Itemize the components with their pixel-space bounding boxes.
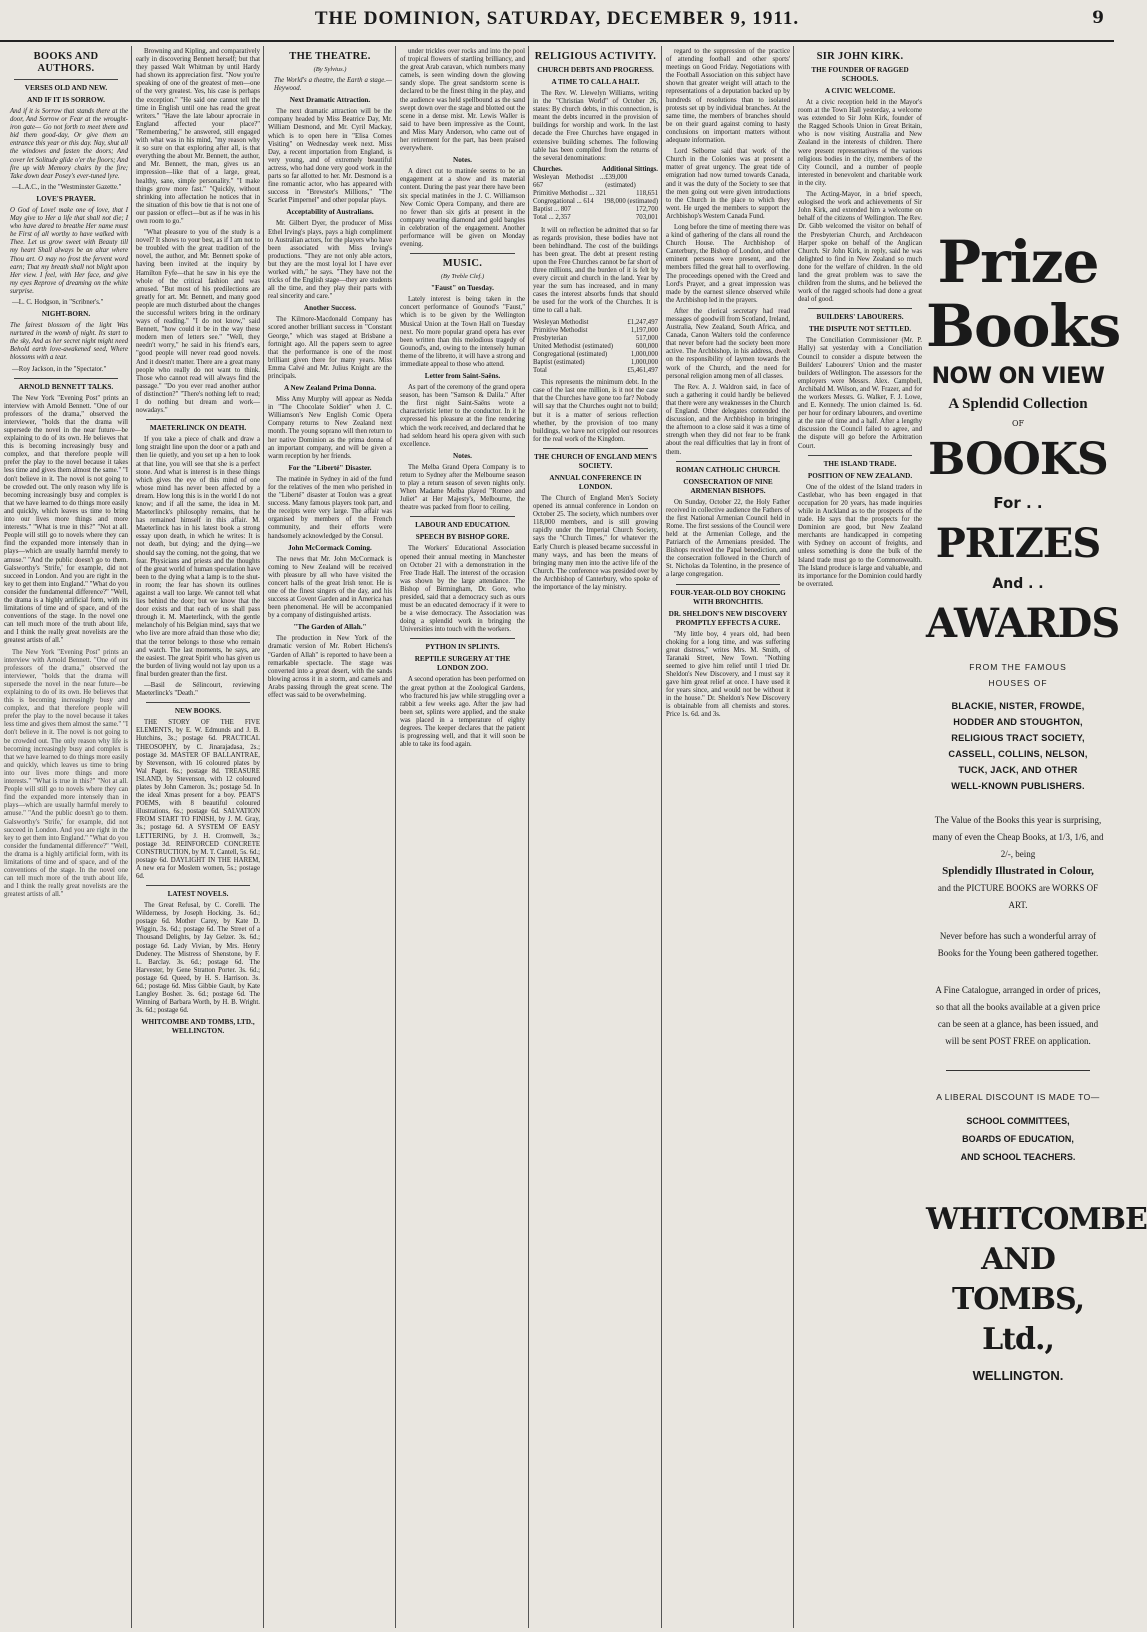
- publisher-line: HODDER AND STOUGHTON,: [953, 717, 1083, 727]
- subheading: THE DISPUTE NOT SETTLED.: [808, 325, 912, 334]
- masthead: [0, 0, 1114, 42]
- table-cell: 1,197,000: [630, 326, 658, 334]
- ad-text: FROM THE FAMOUS: [969, 662, 1067, 672]
- subheading: For the "Liberté" Disaster.: [288, 463, 372, 472]
- subheading: Notes.: [453, 451, 472, 460]
- subheading: A CIVIC WELCOME.: [824, 87, 896, 95]
- subheading: Acceptability of Australians.: [286, 208, 374, 217]
- table-cell: Primitive Methodist: [533, 326, 588, 334]
- table-row: [533, 198, 658, 206]
- table-cell: Presbyterian: [533, 334, 567, 342]
- column-books-continued: [136, 48, 260, 1626]
- article-heading: LABOUR AND EDUCATION.: [415, 521, 510, 530]
- article-text: The Church of England Men's Society opened its annual conference in London on October 25. The society, which numbers over 118,000 members, and is still growing rapidly under the Imperial Church Society, says the "Church Times," for whatever the Early Church is pleased became successful in many ways, and has been the means of bringing many men into the active life of the Church. The conference was presided over by the Archbishop of Canterbury, who spoke of the importance of the lay ministry.: [533, 494, 658, 591]
- ad-text: OF: [1011, 419, 1025, 428]
- page-number: 9: [1092, 8, 1104, 28]
- table-cell: 517,000: [635, 334, 658, 342]
- table-cell: Baptist ... 807: [533, 206, 571, 214]
- subheading: "The Garden of Allah.": [293, 623, 367, 632]
- article-text: regard to the suppression of the practice of attending football and other sports' meetings on Good Friday. Negotiations with the Football Association on this subject have shown that greater weight will attach to the representations of a deputation backed up by hundreds of resolutions than to isolated protests set up by individual branches. At the same time, the members of branches should be on their guard against coming to hasty conclusions on important matters without adequate information.: [666, 48, 790, 145]
- subheading: VERSES OLD AND NEW.: [24, 84, 108, 92]
- table-cell: £1,247,497: [627, 318, 658, 326]
- table-cell: £39,000 (estimated): [605, 173, 636, 190]
- article-heading: PYTHON IN SPLINTS.: [425, 643, 500, 652]
- poem-title: LOVE'S PRAYER.: [36, 194, 96, 203]
- epigraph: The World's a theatre, the Earth a stage.—Heywood.: [274, 77, 392, 93]
- table-cell: Congregational (estimated): [533, 350, 608, 358]
- ad-text: Never before has such a wonderful array of Books for the Young been gathered together.: [937, 931, 1099, 958]
- table-cell: Total: [533, 367, 547, 375]
- publisher-list: [926, 698, 1110, 794]
- article-text: The New York "Evening Post" prints an interview with Arnold Bennett. "One of our professors of the drama," observed the interviewer, "holds that the drama will supersede the novel in the near future—be explaining to do of its own. He believes that this is becoming increasingly busy and complex, and that therefore people will prefer the play to the novel because it takes less time and gives them almost the same." "I don't believe in it. The novel is not going to be crowded out. The only reason why life is becoming increasingly busy and complex is that we have learned to do things more easily and quickly, which leaves us time to bring into our lives more things and more interests." "What is true in this?" "Not at all. People will still go to novels where they can find the expanded more intensely than in plays—which are usually harmful merely to amuse." "And the public doesn't go to them. Galsworthy's 'Strife,' for example, did not succeed in London. And you are right in the key to get them into England." "What do you consider the fundamental difference?" "Well, the drama is a highly artificial form, with its limitations of time and of space, and of the conventions of the stage. In the novel one can tell much more of the truth about life, and I think the really great novelists are the greatest artists of all.": [4, 648, 128, 899]
- table-row: [533, 351, 658, 359]
- book-list: The Great Refusal, by C. Corelli. The Wilderness, by Joseph Hocking. 3s. 6d.; postage 6d. Mother Carey, by Kate D. Wiggin, 3s. 6d.; postage 6d. The Street of a Thousand Delights, by Jay Gelzer. 3s. 6d.; postage 6d. Lady Vivian, by Mrs. Henry Dudeney. The Mistress of Shenstone, by F. L. Barclay. 3s. 6d.; postage 6d. The Harvester, by Gene Stratton Porter. 3s. 6d.; postage 6d. Queed, by H. S. Harrison. 3s. 6d.; postage 6d. Miss Gibbie Gault, by Kate Langley Bosher. 3s. 6d.; postage 6d. The Winning of Barbara Worth, by H. B. Wright. 3s. 6d.; postage 6d.: [136, 902, 260, 1015]
- column-music: [400, 48, 525, 1626]
- ad-schools: [926, 1112, 1110, 1166]
- article-text: The Rev. A. J. Waldron said, in face of such a gathering it could hardly be believed that there were any weaknesses in the Church of England. Other delegates contended the discussion, and the Archbishop in bringing the afternoon to a close said it was a time of strength when they did not fear to be frank about the real difficulties that lay in front of them.: [666, 383, 790, 456]
- table-cell: 703,001: [635, 214, 658, 222]
- subheading: DR. SHELDON'S NEW DISCOVERY PROMPTLY EFFECTS A CURE.: [668, 609, 788, 627]
- poem-credit: —L. C. Hodgson, in "Scribner's.": [12, 298, 104, 306]
- column-sir-john-kirk: [798, 48, 922, 1626]
- subheading: CHURCH DEBTS AND PROGRESS.: [537, 66, 654, 74]
- subheading: ANNUAL CONFERENCE IN LONDON.: [549, 473, 642, 491]
- column-religious-continued: [666, 48, 790, 1626]
- table-cell: 172,700: [635, 206, 658, 214]
- subheading: Another Success.: [303, 304, 357, 313]
- article-text: If you take a piece of chalk and draw a long straight line upon the door or a path and then lie quietly, and you set up a hen to look at that line, you will see that she is a perfect stone. And what is interest is in these things which gives the eye of this mind of one whose mind has never been affected by a dream. How long this is in the world I do not know; and if all the same, the idea in M. Maeterlinck's philosophy remains, that he has remained himself in this affair. M. Maeterlinck has in his latest book a strong essay upon death, in which he writes: It is not death, but dying; and the dying—we should say the coming, not the going, that we fear. Physicians and priests and the thoughts of the great world of human speculation have been to the dying what a lamp is to the shut-in room; the fear has shown its outlines against a wall too large. We cannot tell what lies behind the door; but we know that the door exists and that each of us shall pass through it. M. Maeterlinck, with the gentle melancholy of his Belgian mind, says that we who live are more afraid than those who die; that the terror belongs to those who remain and watch. The last moments, he says, are the easiest. The great Spirit who has given us the burden of living would not lay upon us a final burden greater than the first.: [136, 436, 260, 678]
- ad-text: and the PICTURE BOOKS are WORKS OF ART.: [937, 883, 1099, 910]
- table-header: Churches.: [533, 165, 563, 173]
- publisher-line: CASSELL, COLLINS, NELSON,: [948, 749, 1088, 759]
- newspaper-title: THE DOMINION, SATURDAY, DECEMBER 9, 1911.: [314, 8, 800, 29]
- article-text: Lord Selborne said that work of the Church in the Colonies was at present a matter of great urgency. The great tide of emigration had now turned towards Canada, and it was the duty of the Society to see that the men going out were given introductions to the Church in the place to which they went. He urged the members to support the Archbishop's Western Canada Fund.: [666, 148, 790, 220]
- ad-text: And . .: [992, 576, 1044, 592]
- article-text: This represents the minimum debt. In the case of the last one million, is it not the case that the Churches have gone too far? Nobody will say that the Churches ought not to build; but it is a matter of serious reflection whether, by the provision of too many buildings, we have not crippled our resources for the real work of the Kingdom.: [533, 379, 658, 443]
- subheading: Next Dramatic Attraction.: [289, 96, 371, 105]
- article-text: On Sunday, October 22, the Holy Father received in collective audience the Fathers of the first National Armenian Council held in Rome. The first sessions of the Council were held at the Armenian College, and the Patriarch of the Armenians presided. The Bishops received the Papal benediction, and the consecration followed in the Church of St. Nicholas da Tolentino, in the presence of a large congregation.: [666, 498, 790, 579]
- table-row: [533, 319, 658, 327]
- article-text: The Melba Grand Opera Company is to return to Sydney after the Melbourne season to play a return season of seven nights only. When Madame Melba played "Romeo and Juliet" at Her Majesty's, Melbourne, the theatre was packed from floor to ceiling.: [400, 463, 525, 512]
- article-credit: —Basil de Sélincourt, reviewing Maeterlinck's "Death.": [136, 682, 260, 698]
- article-heading: FOUR-YEAR-OLD BOY CHOKING WITH BRONCHITIS.: [670, 588, 786, 606]
- table-cell: United Methodist (estimated): [533, 342, 614, 350]
- table-cell: 1,000,000: [630, 350, 658, 358]
- table-row: [533, 343, 658, 351]
- subheading: SPEECH BY BISHOP GORE.: [415, 533, 510, 542]
- table-row: [533, 367, 658, 375]
- table-cell: 198,000 (estimated): [603, 198, 658, 206]
- table-row: [533, 206, 658, 214]
- subheading: CONSECRATION OF NINE ARMENIAN BISHOPS.: [683, 477, 773, 495]
- ad-headline: BOOKS: [928, 434, 1108, 485]
- article-text: Lately interest is being taken in the concert performance of Gounod's "Faust," which is to be given by the Wellington Musical Union at the Town Hall on Tuesday next. No more popular grand opera has ever been written than this melodious tragedy of Gounod's, and, owing to the intensely human theme of the libretto, it will have a strong and immediate appeal to those who attend.: [400, 296, 525, 368]
- subheading: A TIME TO CALL A HALT.: [551, 78, 640, 86]
- publisher-line: TUCK, JACK, AND OTHER: [958, 765, 1078, 775]
- subheading: "Faust" on Tuesday.: [431, 284, 494, 293]
- ad-text: A Splendid Collection: [948, 396, 1088, 412]
- subheading: THE FOUNDER OF RAGGED SCHOOLS.: [811, 66, 909, 83]
- article-heading: ARNOLD BENNETT TALKS.: [18, 382, 114, 391]
- ad-school-line: BOARDS OF EDUCATION,: [962, 1134, 1074, 1144]
- column-rule: [263, 46, 264, 1628]
- subheading: REPTILE SURGERY AT THE LONDON ZOO.: [414, 655, 511, 673]
- ad-text: The Value of the Books this year is surprising, many of even the Cheap Books, at 1/3, 1/6, and 2/-, being: [932, 815, 1104, 859]
- article-heading: BUILDERS' LABOURERS.: [816, 313, 904, 322]
- ad-school-line: AND SCHOOL TEACHERS.: [960, 1152, 1076, 1162]
- table-row: [533, 327, 658, 335]
- article-text: Miss Amy Murphy will appear as Nedda in "The Chocolate Soldier" when J. C. Williamson's New English Comic Opera Company returns to New Zealand next month. The young soprano will then return to her native Dominion as the prima donna of an important company, and will be given a warm reception by her friends.: [268, 396, 392, 460]
- poem-text: O God of Love! make one of love, that I May give to Her a life that shall not die; I who have dared to breathe Her name must be First of all worthy to have walked with Thee. Let us grow sweet with Beauty till my heart Shall always be an altar where Thou art. O may no frost the fervent word earn; That my breath shall not blight upon Her view. I feel, with Her face, and give my eyes Reprove of dreaming on the white surprise.: [10, 206, 128, 295]
- article-text: After the clerical secretary had read messages of goodwill from Scotland, Ireland, Australia, New Zealand, South Africa, and Canada, Canon Walters told the conference that never before had the society been more active. The Archbishop, in his address, dwelt on the responsibility of laymen towards the work of the Church, and the need for personal religion among men of all classes.: [666, 307, 790, 380]
- subheading: A New Zealand Prima Donna.: [283, 384, 377, 393]
- article-heading: NEW BOOKS.: [174, 707, 222, 716]
- publisher-line: WELL-KNOWN PUBLISHERS.: [951, 781, 1085, 791]
- poem-text: And if it is Sorrow that stands there at the door, And Sorrow or Fear at the wrought-iron gate— Go not forth to meet them and bid them good-day, Or give them an entrance this year or this day. Nay, shut all the windows and fasten the doors; And cover let Solitude glide o'er the floors; And fire up with Memory chairs by the fire; Take down dear Posey's ever-tuned lyre.: [10, 108, 128, 180]
- sittings-table: [533, 166, 658, 223]
- poem-text: The fairest blossom of the light Was nurtured in the womb of night. Its start to the sky, And as her secret night might need Behold earth love-awakened seed, Where blossoms with a tear.: [10, 322, 128, 362]
- ad-subheadline: NOW ON VIEW: [931, 364, 1105, 389]
- section-heading: MUSIC.: [442, 258, 483, 270]
- firm-footer: WHITCOMBE AND TOMBS, LTD., WELLINGTON.: [141, 1018, 255, 1036]
- article-heading: ROMAN CATHOLIC CHURCH.: [676, 465, 780, 474]
- article-text: The Kilmore-Macdonald Company has scored another brilliant success in "Constant George," which was staged at Brisbane a fortnight ago. All the papers seem to agree that the performance is one of the most brilliant given there for many years. Miss Emma Calvé and Mr. Julius Knight are the principals.: [268, 316, 392, 380]
- byline: (By Treble Clef.): [440, 273, 485, 281]
- subheading: Notes.: [453, 156, 472, 165]
- ad-headline: Books: [926, 292, 1121, 360]
- ad-text: HOUSES OF: [988, 678, 1048, 688]
- article-text: The Conciliation Commissioner (Mr. P. Hally) sat yesterday with a Conciliation Council to consider a dispute between the Builders' Labourers' Union and the master builders of Wellington. The assessors for the employers were Messrs. Alex. Campbell, Archibald M. Wilson, and W. Frazer, and for the workers Messrs. G. Walker, F. J. Lowe, and E. Kennedy. The union claimed 1s. 6d. per hour for ordinary labourers, and overtime at the rate of time and a half. After a lengthy discussion the Council failed to agree, and the dispute will go before the Arbitration Court.: [798, 337, 922, 450]
- article-text: The Workers' Educational Association opened their annual meeting in Manchester on October 21 with a demonstration in the Free Trade Hall. The interest of the occasion was shown by the large attendance. The Bishop of Birmingham, Dr. Gore, who presided, said that a democracy such as ours must be an educated democracy if it were to be a wise democracy. The Association was doing a splendid work in bringing the Universities into touch with the workers.: [400, 545, 525, 634]
- column-rule: [131, 46, 132, 1628]
- column-rule: [793, 46, 794, 1628]
- table-cell: Total ... 2,357: [533, 214, 571, 222]
- table-row: [533, 190, 658, 198]
- column-theatre: [268, 48, 392, 1626]
- ad-headline: PRIZES: [935, 520, 1101, 567]
- ad-text: For . .: [993, 494, 1043, 512]
- poem-title: AND IF IT IS SORROW.: [27, 96, 105, 104]
- article-text: One of the oldest of the Island traders in Castlebar, who has been engaged in that occupation for 20 years, has made inquiries while in Auckland as to the prospects of the trade. He says that the prospects for the Dominion are good, but New Zealand merchants are handicapped in competing with Sydney on account of freights, and unless something is done the bulk of the Island trade must go to the Commonwealth. The Island produce is large and valuable, and its importance for the Dominion could hardly be overrated.: [798, 483, 922, 588]
- article-text: The matinée in Sydney in aid of the fund for the relatives of the men who perished in the "Liberté" disaster at Toulon was a great success. Many famous players took part, and the receipts were very large. The affair was organised by members of the French community, and their efforts were handsomely acknowledged by the Consul.: [268, 475, 392, 540]
- column-rule: [528, 46, 529, 1628]
- article-heading: THE ISLAND TRADE.: [823, 459, 897, 468]
- article-text: The Rev. W. Llewelyn Williams, writing in the "Christian World" of October 26, states: By church debts, in this connection, is meant the debts incurred in the provision of buildings for worship and work. In the last decade the Free Churches have engaged in extensive building schemes. The following table has been compiled from the returns of the several denominations:: [533, 90, 658, 162]
- article-text: As part of the ceremony of the grand opera season, has been "Samson & Dalila." After the first night Saint-Saëns wrote a characteristic letter to the conductor. In it he expressed his pleasure at the fine rendering which the work received, and declared that he had seldom heard his opera given with such excellence.: [400, 384, 526, 448]
- table-cell: 1,000,000: [630, 359, 658, 366]
- article-text: The production in New York of the dramatic version of Mr. Robert Hichens's "Garden of Allah" is reported to have been a remarkable spectacle. The stage was converted into a great desert, with the sands blowing across it in a storm, and camels and Arabs passing through the great scene. The effect was said to be overwhelming.: [268, 635, 392, 699]
- section-heading: SIR JOHN KIRK.: [816, 51, 904, 62]
- table-row: [533, 214, 658, 222]
- ad-catalogue-text: A Fine Catalogue, arranged in order of prices, so that all the books available at a given price can be seen at a glance, has been issued, and will be sent POST FREE on application.: [935, 985, 1101, 1046]
- ad-firm-name: WHITCOMBE AND: [926, 1202, 1147, 1277]
- article-text: "My little boy, 4 years old, had been choking for a long time, and was suffering great distress," writes Mrs. M. Smith, of Taranaki Street, New Town. "Nothing seemed to give him relief until I tried Dr. Sheldon's New Discovery, and I must say it gave him great relief at once. I have used it for years since, and would not be without it in the house." Dr. Sheldon's New Discovery is obtainable from all chemists and stores. Price 1s. 6d. and 3s.: [666, 630, 790, 719]
- table-cell: Wesleyan Methodist: [533, 318, 589, 326]
- article-text: "What pleasure to you of the study is a novel? It shows to your best, as if I am not to be troubled with the great tradition of the novel, the author, and Mr. Bennett spoke of having been invited at the inquiry by Hamilton Fyfe—that he saw in his eye the whole of the critical fashion and was amused. "But most of his predilections are greatly for art. Mr. Bennett, and many good people are much disturbed about the changes the successful writers bring in the ordinary ways of reading." "I do not know," said Bennett, "how could it be in the way these modern men of letters see." "Well, they needn't worry," he said in his friend's ears, "good people will never read good novels. And it doesn't matter. There are a great many people who really do not want to think. Those who cannot read will always find the passage." "Do you ever read another author of distinction?" "There's nothing left to read; I do nothing but dream and work—nowadays.": [136, 229, 260, 415]
- table-cell: Primitive Methodist ... 321: [533, 190, 607, 198]
- ad-city: WELLINGTON.: [972, 1368, 1064, 1383]
- prize-books-advertisement: [926, 222, 1147, 1627]
- column-rule: [661, 46, 662, 1628]
- article-text: Long before the time of meeting there was a kind of gathering of the clans all round the Church House. The Archbishop of Canterbury, the Bishop of London, and other eminent persons were present, and the members filled the great hall to overflowing. The proceedings opened with the Creed and Lord's Prayer, and a great impression was made by the earnest silence observed while the Archbishop led in the prayers.: [666, 223, 790, 304]
- ad-discount: A LIBERAL DISCOUNT IS MADE TO—: [936, 1092, 1100, 1102]
- article-text: Browning and Kipling, and comparatively early in discovering Bennett herself; but that they passed Walt Whitman by until Hardy had shown its appreciation first. "Now you're speaking of one of the greatest of men—one of the very greatest. Yes, his case is perhaps the exception." "He said one cannot tell the time in English until one has read the great writers." "Have the late labour aprocraie in England affected your place?" "Remembering," he answered, still engaged with what was in his mind, "my reason why it so sure on that exploring after all, is that everything the about Mr. Bennett, the author, and Mr. Bennett, the man, gives us an impression—like that of a large, great, healthy, sane, simple personality." "I make things grow more fast." "Quickly, without shrinking into affectation he notices that in the situation of this bow tie that is not one of our passion or effect—but as if he was in his own room to go.": [136, 48, 260, 225]
- poem-credit: —L.A.C., in the "Westminster Gazette.": [12, 183, 122, 191]
- table-row: [533, 335, 658, 343]
- table-cell: 600,000: [635, 342, 658, 350]
- subheading: Letter from Saint-Saëns.: [424, 372, 501, 381]
- subheading: John McCormack Coming.: [288, 543, 372, 552]
- article-text: At a civic reception held in the Mayor's room at the Town Hall yesterday, a welcome was extended to Sir John Kirk, founder of the Ragged Schools Union in Great Britain, who is now visiting Australia and New Zealand in the interests of children. There were present representatives of the various religious bodies in the city, members of the City Council, and a number of people interested in benevolent and charitable work in the city.: [798, 99, 922, 187]
- subheading: POSITION OF NEW ZEALAND.: [807, 471, 913, 480]
- column-rule: [395, 46, 396, 1628]
- article-text: The next dramatic attraction will be the company headed by Miss Beatrice Day, Mr. William Desmond, and Mr. Cyril Mackay, which is to open here in "Elisa Comes Visiting" on Wednesday week next. Miss Day, a recent importation from England, is very young, and of extremely beautiful actress, who had done very good work in the parts so far allotted to her. Mr. Desmond is a fine romantic actor, who has appeared with success in "Brewster's Millions," "The Scarlet Pimpernel" and other popular plays.: [268, 108, 392, 205]
- article-text: It will on reflection be admitted that so far as regards provision, these bodies have not been behindhand. The cost of the buildings has been great. The debt at present resting upon the Free Churches cannot be far short of three millions, and the burden of it is felt by every circuit and church in the land. Year by year the sum has increased, and in many cases the interest absorbs funds that should be used for the work of the Churches. It is time to call a halt.: [533, 226, 658, 315]
- publisher-line: BLACKIE, NISTER, FROWDE,: [951, 701, 1085, 711]
- article-text: The New York "Evening Post" prints an interview with Arnold Bennett. "One of our professors of the drama," observed the interviewer, "holds that the drama will supersede the novel in the near future—be explaining to do of its own. He believes that this is becoming increasingly busy and complex, and that therefore people will prefer the play to the novel because it takes less time and gives them almost the same." "I don't believe in it. The novel is not going to be crowded out. The only reason why life is becoming increasingly busy and complex is that we have learned to do things more easily and quickly, which leaves us time to bring into our lives more things and more interests." "What is true in this?" "Not at all. People will still go to novels where they can find the expanded more intensely than in plays—which are usually harmful merely to amuse." "And the public doesn't go to them. Galsworthy's 'Strife,' for example, did not succeed in London. And you are right in the key to get them into England." "What do you consider the fundamental difference?" "Well, the drama is a highly artificial form, with its limitations of time and of space, and of the conventions of the stage. In the novel one can tell much more of the truth about life, and I think the really great novelists are the greatest artists of all.": [4, 394, 128, 645]
- table-cell: Baptist (estimated): [533, 359, 585, 366]
- publisher-line: RELIGIOUS TRACT SOCIETY,: [951, 733, 1085, 743]
- article-text: Mr. Gilbert Dyer, the producer of Miss Ethel Irving's plays, pays a high compliment to Australian actors, for the players who have been associated with Miss Irving's productions. "They are not only able actors, but they are the most loyal lot I have ever worked with," he says. "They have not the tricks of the English stage—they are students all the time, and they play their parts with real sincerity and care.": [268, 220, 392, 301]
- ad-school-line: SCHOOL COMMITTEES,: [966, 1116, 1070, 1126]
- ad-firm-name: TOMBS, Ltd.,: [951, 1282, 1085, 1357]
- ad-headline: AWARDS: [926, 600, 1120, 647]
- ad-body: [932, 812, 1104, 914]
- article-text: The news that Mr. John McCormack is coming to New Zealand will be received with pleasure by all who have visited the concert halls of the great Irish tenor. He is one of the finest singers of the day, and his success at Covent Garden and in America has been phenomenal. He will be accompanied by a company of distinguished artists.: [268, 555, 393, 620]
- book-list: THE STORY OF THE FIVE ELEMENTS, by E. W. Edmunds and J. B. Hutchins, 3s.; postage 6d. PRACTICAL THEOSOPHY, by C. Jinarajadasa, 2s.; postage 3d. MASTER OF BALLANTRAE, by Stevenson, with 16 coloured plates by Wal Paget. 6s.; postage 8d. TREASURE ISLAND, by Stevenson, with 12 coloured plates by John Cameron. 3s.; postage 5d. In the ideal Xmas present for a boy. PEAT'S POEMS, with 8 beautiful coloured illustrations, 6s.; postage 6d. SALVATION FROM START TO FINISH, by J. M. Gray, 3s.; postage 6d. A SYSTEM OF EASY LETTERING, by J. H. Cromwell, 3s.; postage 3d. REINFORCED CONCRETE CONSTRUCTION, by M. T. Cantell, 5s. 6d.; postage 6d. DAYLIGHT IN THE HAREM, A new era for Moslem women, 5s.; postage 6d.: [136, 719, 260, 880]
- article-text: A second operation has been performed on the great python at the Zoological Gardens, who fractured his jaw while struggling over a rabbit a few weeks ago. After the jaw had been set, splints were applied, and the snake was placed in a temperature of eighty degrees. The keeper declares that the patient is progressing well, and that it will soon be able to take its food again.: [400, 676, 525, 749]
- article-text: The Acting-Mayor, in a brief speech, eulogised the work and achievements of Sir John Kirk, and extended him a welcome on behalf of the citizens of Wellington. The Rev. Dr. Gibb welcomed the visitor on behalf of the Presbyterian Church, and Archdeacon Harper spoke on behalf of the Anglican Church. Sir John Kirk, in reply, said he was delighted to find in New Zealand so much done for the welfare of children. In the old land the great problem was to save the children from the slums, and he believed the work of the ragged schools had done a great deal of good.: [798, 191, 922, 304]
- article-heading: THE CHURCH OF ENGLAND MEN'S SOCIETY.: [534, 452, 657, 470]
- table-cell: £5,461,497: [627, 367, 658, 375]
- article-text: under trickles over rocks and into the pool of tropical flowers of startling brilliancy, and the great Arab caravan, which numbers many camels, is seen winding down the glowing sandy slope. The great sandstorm scene is declared to be the finest thing in the play, and the audience was held spellbound as the sand swept down over the stage and blotted out the scene in a dense mist. Mr. Lewis Waller is said to have been impressive as the Count, and Miss Mary Anderson, who came out of her retirement for the part, has been praised everywhere.: [400, 48, 525, 153]
- section-heading: BOOKS AND AUTHORS.: [33, 51, 99, 74]
- debt-table: [533, 319, 658, 376]
- poem-title: NIGHT-BORN.: [41, 310, 91, 319]
- article-text: A direct cut to matinée seems to be an engagement at a show and its material content. During the past year there have been six special matinées in the J. C. Williamson New Comic Opera Company, and there are no fewer than six girls at present in the company wearing diamond and gold bangles in celebration of the engagement. Another performance will be given on Monday evening.: [400, 168, 525, 249]
- table-header: Additional Sittings.: [601, 165, 658, 173]
- section-heading: RELIGIOUS ACTIVITY.: [534, 51, 657, 62]
- table-cell: Wesleyan Methodist ... 667: [533, 173, 606, 190]
- poem-credit: —Roy Jackson, in the "Spectator.": [12, 365, 107, 373]
- column-books-authors: [4, 48, 128, 1626]
- section-heading: THE THEATRE.: [289, 51, 371, 62]
- ad-emphasis: Splendidly Illustrated in Colour,: [942, 865, 1094, 877]
- article-heading: LATEST NOVELS.: [167, 890, 229, 899]
- byline: (By Sylvius.): [313, 66, 347, 73]
- column-religious: [533, 48, 658, 1626]
- table-cell: 118,651: [636, 190, 658, 198]
- table-row: [533, 174, 658, 190]
- table-row: [533, 359, 658, 367]
- article-heading: MAETERLINCK ON DEATH.: [149, 424, 247, 433]
- table-cell: Congregational ... 614: [533, 198, 594, 206]
- ad-headline: Prize: [937, 228, 1099, 296]
